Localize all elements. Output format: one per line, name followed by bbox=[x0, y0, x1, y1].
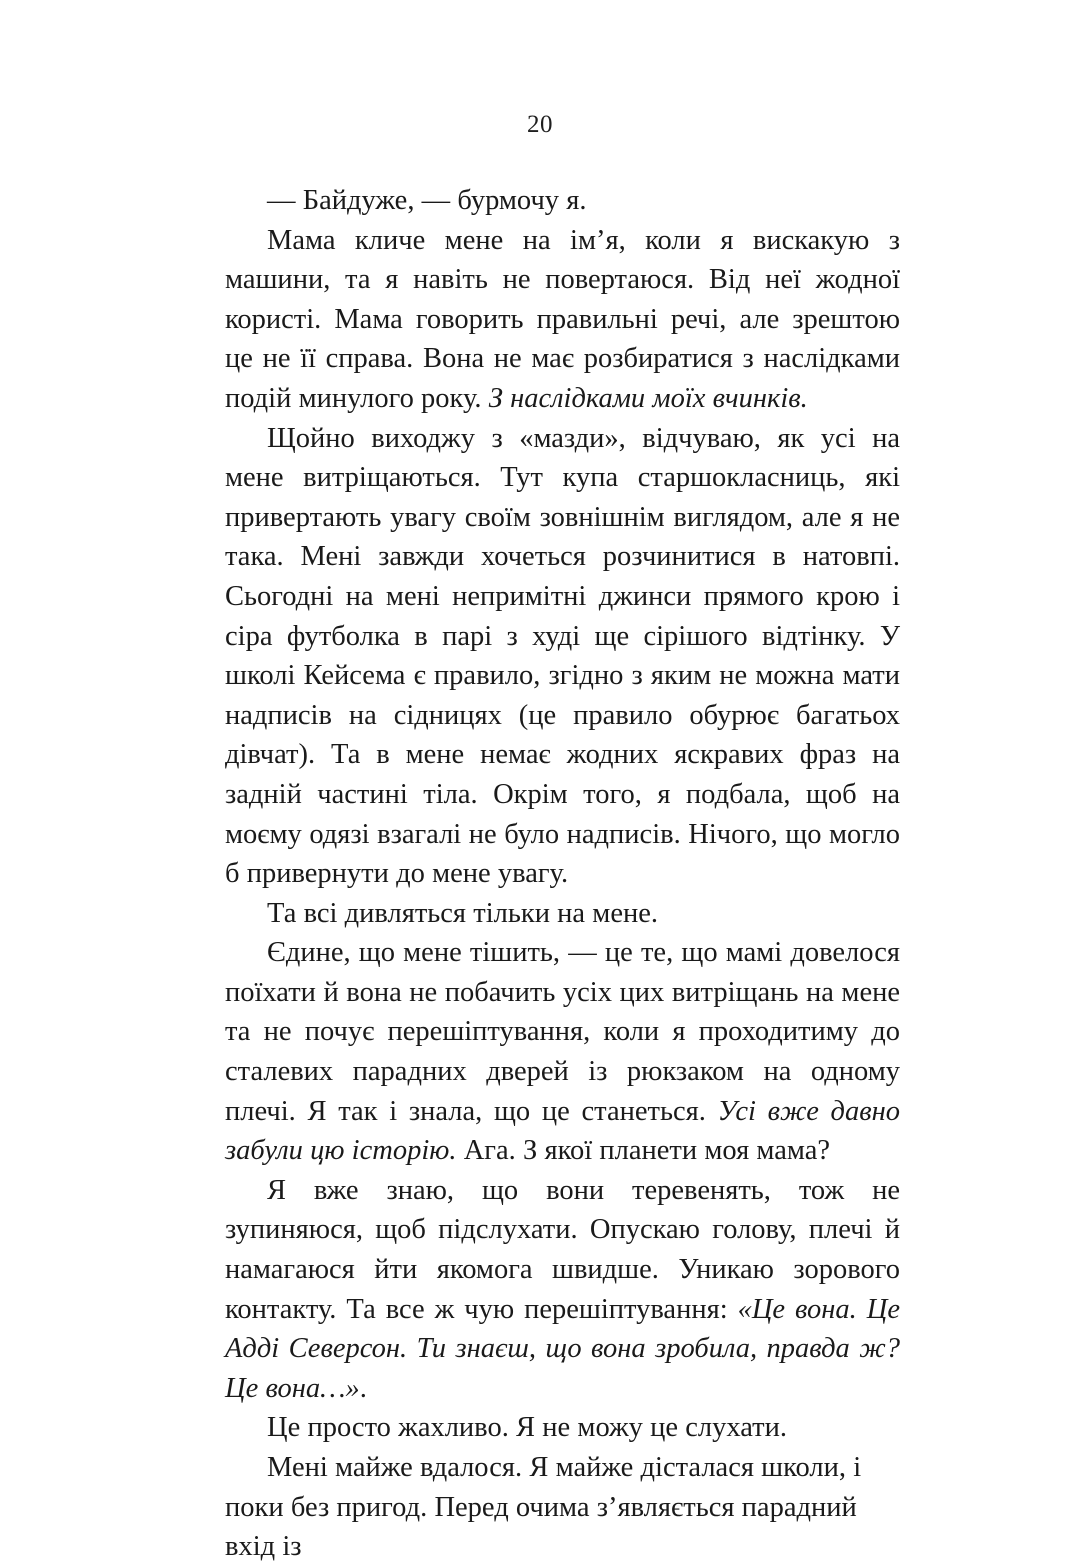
paragraph bbox=[225, 894, 900, 934]
text-run: Ага. З якої планети моя мама? bbox=[456, 1135, 831, 1167]
text-run: . bbox=[359, 1372, 367, 1404]
text-run: — Байдуже, — бурмочу я. bbox=[267, 185, 587, 216]
text-run: Щойно виходжу з «мазди», відчуваю, як усі на мене витріщаються. Тут купа старшокласниць, які привертають увагу своїм зовнішнім виглядом, але я не така. Мені завжди хочеться розчинитися в натовпі. Сьогодні на мені непримітні джинси прямого крою і сіра футболка в парі з худі ще сірішого відтінку. У школі Кейсема є правило, згідно з яким не можна мати надписів на сідницях (це правило обурює багатьох дівчат). Та в мене немає жодних яскравих фраз на задній частині тіла. Окрім того, я подбала, щоб на моєму одязі взагалі не було надписів. Нічого, що могло б привернути до мене увагу. bbox=[225, 422, 900, 890]
italic-run: Усі вже давно забули цю історію. bbox=[225, 1095, 900, 1167]
paragraph bbox=[225, 1171, 900, 1409]
paragraph bbox=[225, 1448, 900, 1567]
italic-run: З наслідками моїх вчинків. bbox=[488, 382, 808, 414]
text-run: Мама кличе мене на ім’я, коли я вискакую з машини, та я навіть не повертаюся. Від неї жодної користі. Мама говорить правильні речі, але зрештою це не її справа. Вона не має розбиратися з наслідками подій минулого року. bbox=[225, 224, 900, 414]
paragraph bbox=[225, 221, 900, 419]
text-run: Це просто жахливо. Я не можу це слухати. bbox=[267, 1412, 788, 1444]
text-run: Єдине, що мене тішить, — це те, що мамі довелося поїхати й вона не побачить усіх цих витріщань на мене та не почує перешіптування, коли я проходитиму до сталевих парадних дверей із рюкзаком на одному плечі. Я так і знала, що це станеться. bbox=[225, 937, 900, 1127]
paragraph bbox=[225, 1408, 900, 1448]
paragraph bbox=[225, 181, 900, 221]
paragraph bbox=[225, 933, 900, 1171]
text-run: Я вже знаю, що вони теревенять, тож не зупиняюся, щоб підслухати. Опускаю голову, плечі й намагаюся йти якомога швидше. Уникаю зорового контакту. Та все ж чую перешіптування: bbox=[225, 1174, 900, 1325]
italic-run: «Це вона. Це Адді Северсон. Ти знаєш, що вона зробила, правда ж? Це вона…» bbox=[225, 1293, 900, 1404]
page-number: 20 bbox=[527, 111, 553, 138]
paragraph bbox=[225, 419, 900, 894]
text-run: Та всі дивляться тільки на мене. bbox=[267, 897, 659, 929]
text-run: Мені майже вдалося. Я майже дісталася школи, і поки без пригод. Перед очима з’являється парадний вхід із bbox=[225, 1452, 862, 1563]
body-text-block bbox=[225, 181, 900, 1567]
